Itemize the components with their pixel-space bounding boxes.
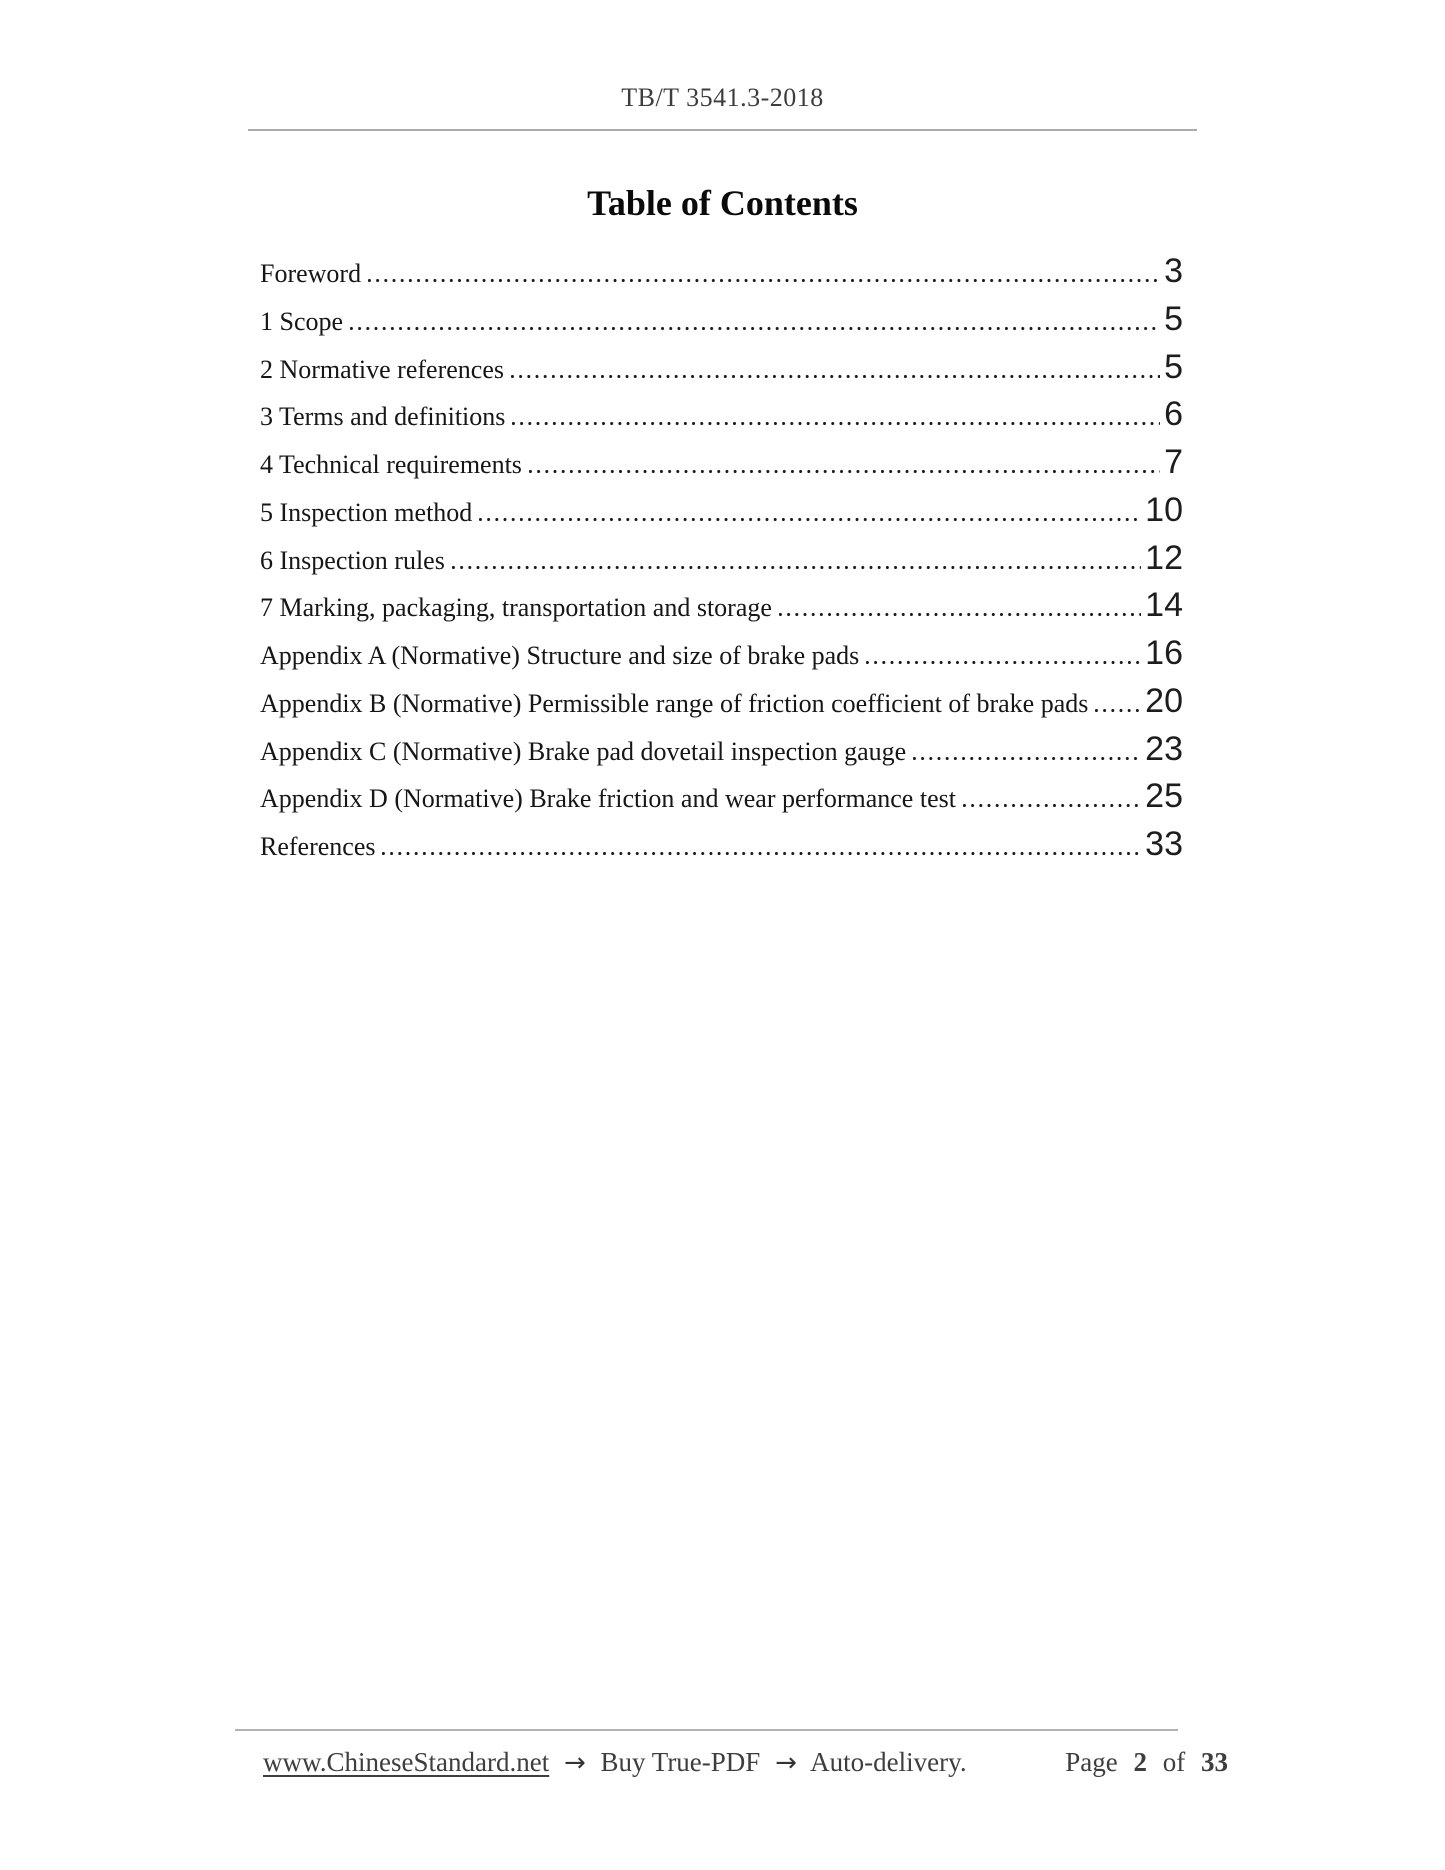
toc-row (260, 539, 1183, 587)
toc-leader-dots (963, 804, 1141, 807)
toc-leader-dots (368, 279, 1160, 282)
toc-entry-label: Foreword (260, 259, 362, 288)
standard-code: TB/T 3541.3-2018 (621, 83, 824, 112)
toc-page-number: 6 (1164, 395, 1183, 434)
footer-buy-text: Buy True-PDF (600, 1747, 761, 1777)
page-indicator (1065, 1747, 1228, 1778)
toc-leader-dots (512, 422, 1160, 425)
toc-entry-label: 3 Terms and definitions (260, 402, 506, 432)
toc-leader-dots (511, 375, 1160, 378)
page-word: Page (1065, 1747, 1118, 1777)
toc-leader-dots (1095, 709, 1141, 712)
page-title: Table of Contents (587, 183, 858, 223)
current-page-number: 2 (1133, 1747, 1147, 1777)
toc-leader-dots (479, 518, 1141, 521)
toc-page-number: 20 (1145, 681, 1183, 720)
right-arrow-icon: → (775, 1748, 797, 1778)
toc-row (260, 682, 1183, 730)
toc-page-number: 3 (1164, 252, 1183, 290)
toc-list (260, 252, 1183, 873)
toc-page-number: 10 (1145, 490, 1183, 529)
toc-entry-label: Appendix A (Normative) Structure and size of brake pads (260, 641, 860, 670)
toc-entry-label: Appendix B (Normative) Permissible range of friction coefficient of brake pads (260, 688, 1089, 718)
toc-leader-dots (350, 327, 1160, 330)
toc-page-number: 5 (1164, 299, 1183, 338)
toc-row (260, 634, 1183, 682)
toc-entry-label: Appendix C (Normative) Brake pad dovetail inspection gauge (260, 736, 907, 766)
toc-leader-dots (382, 852, 1141, 855)
toc-page-number: 33 (1145, 825, 1183, 863)
page-footer (263, 1747, 1228, 1778)
header-divider (248, 129, 1197, 131)
toc-entry-label: 5 Inspection method (260, 497, 473, 527)
toc-row (260, 825, 1183, 873)
toc-entry-label: Appendix D (Normative) Brake friction and wear performance test (260, 784, 956, 814)
toc-entry-label: 6 Inspection rules (260, 545, 445, 575)
toc-leader-dots (913, 757, 1141, 760)
total-page-number: 33 (1201, 1747, 1228, 1777)
toc-entry-label: 1 Scope (260, 306, 344, 336)
toc-page-number: 23 (1145, 729, 1183, 768)
toc-page-number: 7 (1164, 443, 1183, 481)
toc-page-number: 25 (1145, 777, 1183, 816)
toc-row (260, 491, 1183, 539)
toc-leader-dots (779, 613, 1141, 616)
toc-row (260, 348, 1183, 396)
toc-row (260, 300, 1183, 348)
toc-row (260, 252, 1183, 300)
of-word: of (1162, 1747, 1186, 1777)
toc-page-number: 12 (1145, 538, 1183, 577)
toc-row (260, 730, 1183, 778)
toc-entry-label: 7 Marking, packaging, transportation and storage (260, 593, 772, 623)
right-arrow-icon: → (563, 1748, 586, 1778)
toc-row (260, 777, 1183, 825)
toc-page-number: 14 (1145, 586, 1183, 625)
toc-entry-label: 4 Technical requirements (260, 450, 522, 479)
footer-site-link[interactable]: www.ChineseStandard.net (263, 1747, 550, 1777)
toc-leader-dots (866, 661, 1141, 664)
toc-entry-label: References (260, 832, 376, 861)
toc-page-number: 16 (1145, 634, 1183, 672)
footer-left-group (263, 1747, 967, 1778)
footer-divider (235, 1729, 1178, 1731)
toc-leader-dots (529, 470, 1160, 473)
toc-page-number: 5 (1164, 347, 1183, 386)
toc-entry-label: 2 Normative references (260, 354, 504, 384)
footer-delivery-text: Auto-delivery. (810, 1747, 967, 1777)
toc-row (260, 395, 1183, 443)
toc-leader-dots (452, 566, 1141, 569)
toc-row (260, 586, 1183, 634)
toc-row (260, 443, 1183, 491)
